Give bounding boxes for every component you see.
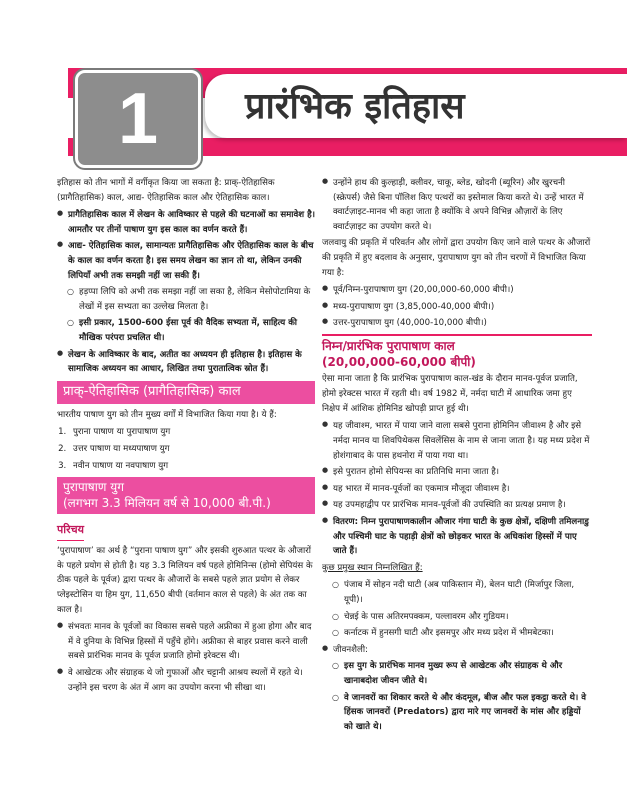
left-column — [57, 176, 315, 697]
list-item: ● वितरण: निम्न पुरापाषाणकालीन औजार गंगा घाटी के कुछ क्षेत्रों, दक्षिणी तमिलनाडु और पश्चिमी घाट के पहाड़ी क्षेत्रों को छोड़कर भारत के अधिकांश हिस्सों में पाए जाते हैं। — [322, 515, 592, 559]
list-item: ● पूर्व/निम्न-पुरापाषाण युग (20,00,000-60,000 बीपी।) — [322, 283, 592, 298]
homo-erectus-paragraph: ऐसा माना जाता है कि प्रारंभिक पुरापाषाण काल-खंड के दौरान मानव-पूर्वज प्रजाति, होमो इरेक्टस भारत में रहती थी। वर्ष 1982 में, नर्मदा घाटी में आधारिक जमा हुए निक्षेप में आंशिक होमिनिड खोपड़ी प्राप्त हुई थी। — [322, 374, 578, 414]
lower-paleolithic-heading — [322, 334, 592, 370]
stone-age-intro: भारतीय पाषाण युग को तीन मुख्य वर्गों में विभाजित किया गया है। ये हैं: — [57, 409, 277, 420]
chapter-title: प्रारंभिक इतिहास — [245, 86, 465, 127]
climate-paragraph: जलवायु की प्रकृति में परिवर्तन और लोगों द्वारा उपयोग किए जाने वाले पत्थर के औजारों की प्रकृति में हुए बदलाव के अनुसार, पुरापाषाण युग को तीन चरणों में विभाजित किया गया है: — [322, 238, 591, 278]
period-bullets — [57, 208, 315, 377]
sites-list — [322, 578, 592, 640]
list-item: ● मध्य-पुरापाषाण युग (3,85,000-40,000 बीपी।) — [322, 300, 592, 315]
list-item: ● प्रागैतिहासिक काल में लेखन के आविष्कार से पहले की घटनाओं का समावेश है। आमतौर पर तीनों पाषाण युग इस काल का वर्णन करते हैं। — [57, 208, 315, 237]
sites-intro: कुछ प्रमुख स्थान निम्नलिखित हैं: — [322, 562, 423, 573]
list-item: ○ इस युग के प्रारंभिक मानव मुख्य रूप से आखेटक और संग्राहक थे और खानाबदोश जीवन जीते थे। — [322, 659, 592, 688]
lifestyle-label: ● जीवनशैली: — [322, 643, 592, 658]
bar-line: (लगभग 3.3 मिलियन वर्ष से 10,000 बी.पी.) — [63, 495, 271, 510]
list-item: ● उन्होंने हाथ की कुल्हाड़ी, क्लीवर, चाकू, ब्लेड, खोदनी (ब्यूरिन) और खुरचनी (स्क्रेपर्स) जैसे बिना पॉलिश किए पत्थरों का इस्तेमाल किया करते थे। उन्हें भारत में क्वार्टज़ाइट-मानव भी कहा जाता है क्योंकि वे अपने विभिन्न औज़ारों के लिए क्वार्टज़ाइट का उपयोग करते थे। — [322, 176, 592, 234]
subheading-intro: परिचय — [57, 521, 84, 541]
paleolithic-bullets — [57, 620, 315, 695]
list-item: 3. नवीन पाषाण या नवपाषाण युग — [69, 459, 315, 474]
heading-line: निम्न/प्रारंभिक पुरापाषाण काल — [322, 339, 455, 354]
tools-bullets — [322, 176, 592, 234]
list-item: ● लेखन के आविष्कार के बाद, अतीत का अध्ययन ही इतिहास है। इतिहास के सामाजिक अध्ययन का आधार, लिखित तथा पुरातात्विक स्रोत हैं। — [57, 348, 315, 377]
list-item: ● वे आखेटक और संग्राहक थे जो गुफाओं और चट्टानी आश्रय स्थलों में रहते थे। उन्होंने इस चरण के अंत में आग का उपयोग करना भी सीखा था। — [57, 666, 315, 695]
lifestyle-section — [322, 643, 592, 735]
section-bar-paleolithic — [57, 477, 315, 514]
bar-line: पुरापाषाण युग — [63, 480, 125, 495]
heading-line: (20,00,000-60,000 बीपी) — [322, 355, 476, 370]
list-item: 1. पुराना पाषाण या पुरापाषाण युग — [69, 425, 315, 440]
list-item: ○ कर्नाटक में हुनसगी घाटी और इसमपुर और मध्य प्रदेश में भीमबेटका। — [322, 626, 592, 641]
section-bar-prehistoric: प्राक्-ऐतिहासिक (प्रागैतिहासिक) काल — [57, 381, 315, 404]
list-item: ● संभवतः मानव के पूर्वजों का विकास सबसे पहले अफ्रीका में हुआ होगा और बाद में वे दुनिया के विभिन्न हिस्सों में पहुँचे होंगे। अफ्रीका से बाहर प्रवास करने वाली सबसे प्रारंभिक मानव के पूर्वज प्रजाति होमो इरेक्टस थी। — [57, 620, 315, 664]
list-item: ○ हड़प्पा लिपि को अभी तक समझा नहीं जा सका है, लेकिन मेसोपोटामिया के लेखों में इस सभ्यता का उल्लेख मिलता है। — [57, 285, 315, 314]
right-column — [322, 176, 592, 736]
list-item: 2. उत्तर पाषाण या मध्यपाषाण युग — [69, 442, 315, 457]
stone-age-list — [57, 425, 315, 473]
chapter-number-badge: 1 — [75, 70, 201, 168]
list-item: ● यह उपमहाद्वीप पर प्रारंभिक मानव-पूर्वजों की उपस्थिति का प्रत्यक्ष प्रमाण है। — [322, 498, 592, 513]
list-item: ● उत्तर-पुरापाषाण युग (40,000-10,000 बीपी।) — [322, 316, 592, 331]
list-item: ○ चेन्नई के पास अतिरमपक्कम, पल्लावरम और गुडियम। — [322, 610, 592, 625]
list-item: ● इसे पुरातन होमो सेपियन्स का प्रतिनिधि माना जाता है। — [322, 465, 592, 480]
list-item: ● आद्य- ऐतिहासिक काल, सामान्यतः प्रागैतिहासिक और ऐतिहासिक काल के बीच के काल का वर्णन करता है। इस समय लेखन का ज्ञान तो था, लेकिन उनकी लिपियाँ अभी तक समझी नहीं जा सकी हैं। — [57, 239, 315, 283]
list-item: ● यह जीवाश्म, भारत में पाया जाने वाला सबसे पुराना होमिनिन जीवाश्म है और इसे नर्मदा मानव या शिवपिथेकस सिवलेंसिस के नाम से जाना जाता है। यह मध्य प्रदेश में होशंगाबाद के पास हथनोरा में पाया गया था। — [322, 419, 592, 463]
phases-list — [322, 283, 592, 331]
paleolithic-paragraph: ‘पुरापाषाण’ का अर्थ है “पुराना पाषाण युग” और इसकी शुरुआत पत्थर के औजारों के पहले प्रयोग से होती है। यह 3.3 मिलियन वर्ष पहले होमिनिन्स (होमो सेपियंस के ठीक पहले के पूर्वज) द्वारा पत्थर के औजारों के सबसे पहले ज्ञात प्रयोग से लेकर प्लेइस्टोसिन या हिम युग, 11,650 बीपी (वर्तमान काल से पहले) के अंत तक का काल है। — [57, 546, 313, 615]
intro-paragraph: इतिहास को तीन भागों में वर्गीकृत किया जा सकता है: प्राक्-ऐतिहासिक (प्रागैतिहासिक) काल, आद्य- ऐतिहासिक काल और ऐतिहासिक काल। — [57, 178, 275, 203]
list-item: ○ वे जानवरों का शिकार करते थे और कंदमूल, बीज और फल इकट्ठा करते थे। वे हिंसक जानवरों (Predators) द्वारा मारे गए जानवरों के मांस और हड्डियों को खाते थे। — [322, 691, 592, 735]
list-item: ○ पंजाब में सोहन नदी घाटी (अब पाकिस्तान में), बेलन घाटी (मिर्जापुर जिला, यूपी)। — [322, 578, 592, 607]
list-item: ● यह भारत में मानव-पूर्वजों का एकमात्र मौजूदा जीवाश्म है। — [322, 482, 592, 497]
list-item: ○ इसी प्रकार, 1500-600 ईसा पूर्व की वैदिक सभ्यता में, साहित्य की मौखिक परंपरा प्रचलित थी। — [57, 316, 315, 345]
fossil-bullets — [322, 419, 592, 558]
